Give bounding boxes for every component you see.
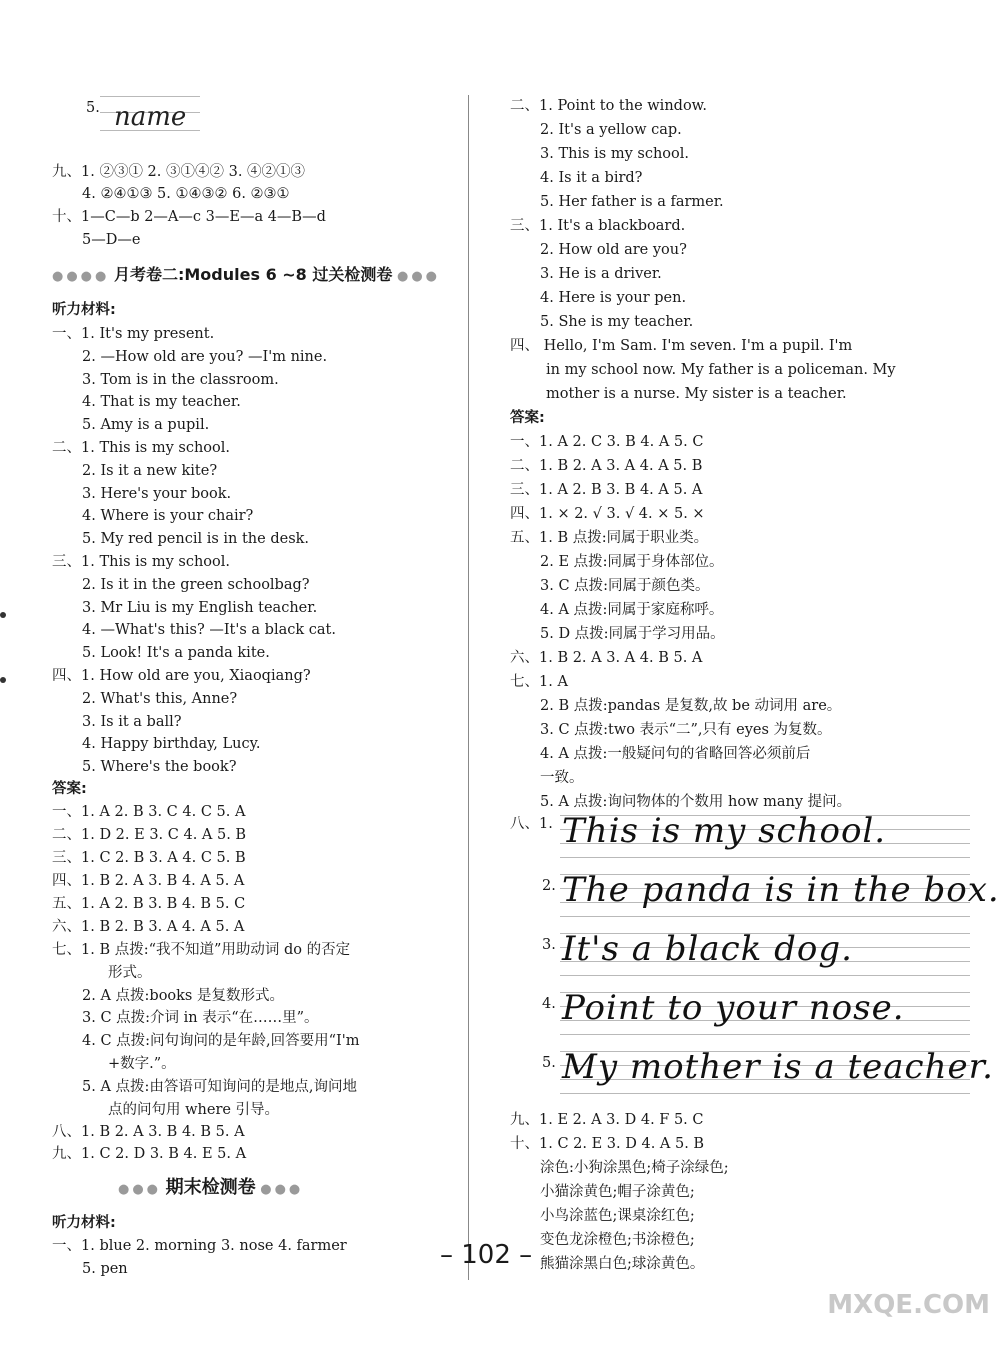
handwriting-guide bbox=[560, 975, 970, 976]
listening-line: 2. What's this, Anne? bbox=[82, 690, 238, 707]
listening-line: 三、1. It's a blackboard. bbox=[510, 218, 686, 234]
handwriting-guide bbox=[560, 857, 970, 858]
listening-line: 3. Here's your book. bbox=[82, 485, 232, 502]
listening-line: 5. Look! It's a panda kite. bbox=[82, 645, 270, 662]
right-column bbox=[470, 0, 1000, 1300]
listening-line: 5. She is my teacher. bbox=[540, 314, 694, 330]
section-title: 月考卷二:Modules 6 ~8 过关检测卷 bbox=[113, 265, 393, 284]
listening-line: 5. My red pencil is in the desk. bbox=[82, 531, 310, 548]
answer-line: 二、1. B 2. A 3. A 4. A 5. B bbox=[510, 458, 703, 474]
listening-line: 二、1. Point to the window. bbox=[510, 98, 707, 114]
paragraph-line: mother is a nurse. My sister is a teacher. bbox=[546, 386, 847, 402]
decorative-dots: ●●● bbox=[118, 1182, 162, 1197]
ten-line-2: 5—D—e bbox=[82, 232, 141, 248]
nine-line: 九、1. ②③① 2. ③①④② 3. ④②①③ bbox=[52, 164, 306, 180]
handwritten-sentence: Point to your nose. bbox=[562, 988, 905, 1028]
answer-line: 2. E 点拨:同属于身体部位。 bbox=[540, 554, 724, 570]
listening-line: 5. Amy is a pupil. bbox=[82, 417, 210, 434]
answer-line: 一致。 bbox=[540, 770, 584, 786]
explanation-line: 2. A 点拨:books 是复数形式。 bbox=[82, 987, 284, 1004]
handwriting-guide bbox=[100, 96, 200, 97]
left-column bbox=[0, 0, 460, 1300]
handwriting-number: 2. bbox=[542, 878, 556, 894]
ten-answers: 十、1. C 2. E 3. D 4. A 5. B bbox=[510, 1136, 705, 1152]
listening-line: 四、1. How old are you, Xiaoqiang? bbox=[52, 668, 311, 684]
handwritten-sentence: This is my school. bbox=[562, 811, 887, 851]
listening-line: 4. Here is your pen. bbox=[540, 290, 687, 306]
handwriting-number: 3. bbox=[542, 937, 556, 953]
explanation-line: 点的问句用 where 引导。 bbox=[108, 1101, 280, 1118]
handwritten-word: name bbox=[114, 102, 187, 132]
nine-line-2: 4. ②④①③ 5. ①④③② 6. ②③① bbox=[82, 186, 290, 202]
eight-label: 八、1. bbox=[510, 816, 553, 832]
ten-line: 十、1—C—b 2—A—c 3—E—a 4—B—d bbox=[52, 209, 326, 225]
answer-line: 4. A 点拨:同属于家庭称呼。 bbox=[540, 602, 724, 618]
listening-label: 听力材料: bbox=[52, 302, 116, 318]
answer-line: 3. C 点拨:two 表示“二”,只有 eyes 为复数。 bbox=[540, 722, 832, 738]
listening-line: 2. —How old are you? —I'm nine. bbox=[82, 348, 328, 365]
final-line: 一、1. blue 2. morning 3. nose 4. farmer bbox=[52, 1238, 347, 1254]
listening-line: 2. How old are you? bbox=[540, 242, 687, 258]
answer-line: 二、1. D 2. E 3. C 4. A 5. B bbox=[52, 827, 247, 843]
column-divider bbox=[468, 95, 469, 1280]
listening-line: 5. Where's the book? bbox=[82, 759, 237, 776]
answer-line: 一、1. A 2. B 3. C 4. C 5. A bbox=[52, 804, 246, 820]
handwriting-guide bbox=[560, 1034, 970, 1035]
handwritten-sentence: The panda is in the box. bbox=[562, 870, 1000, 910]
margin-mark bbox=[0, 677, 6, 683]
explanation-line: 3. C 点拨:介词 in 表示“在……里”。 bbox=[82, 1010, 319, 1027]
nine-answers: 九、1. E 2. A 3. D 4. F 5. C bbox=[510, 1112, 704, 1128]
answer-line: 2. B 点拨:pandas 是复数,故 be 动词用 are。 bbox=[540, 698, 842, 714]
q5-label: 5. bbox=[86, 100, 100, 116]
answer-line: 四、1. × 2. √ 3. √ 4. × 5. × bbox=[510, 506, 705, 522]
handwritten-sentence: It's a black dog. bbox=[562, 929, 853, 969]
section-header-2 bbox=[118, 1178, 303, 1200]
answer-line: 3. C 点拨:同属于颜色类。 bbox=[540, 578, 710, 594]
answers-label: 答案: bbox=[510, 410, 545, 426]
listening-label: 听力材料: bbox=[52, 1215, 116, 1231]
listening-line: 3. Tom is in the classroom. bbox=[82, 371, 279, 388]
handwriting-number: 4. bbox=[542, 996, 556, 1012]
listening-line: 4. Happy birthday, Lucy. bbox=[82, 736, 261, 753]
coloring-line: 小鸟涂蓝色;课桌涂红色; bbox=[540, 1208, 695, 1224]
answer-line: 六、1. B 2. A 3. A 4. B 5. A bbox=[510, 650, 703, 666]
decorative-dots: ●●● bbox=[397, 269, 441, 284]
answer-line: 5. A 点拨:询问物体的个数用 how many 提问。 bbox=[540, 794, 852, 810]
answer-line: 四、1. B 2. A 3. B 4. A 5. A bbox=[52, 873, 245, 889]
explanation-line: 5. A 点拨:由答语可知询问的是地点,询问地 bbox=[82, 1078, 358, 1095]
answer-line: 五、1. B 点拨:同属于职业类。 bbox=[510, 530, 709, 546]
watermark-logo: MXQE.COM bbox=[827, 1290, 990, 1320]
section-title: 期末检测卷 bbox=[165, 1177, 256, 1198]
listening-line: 一、1. It's my present. bbox=[52, 326, 215, 342]
answers-label: 答案: bbox=[52, 781, 87, 797]
answer-line: 三、1. A 2. B 3. B 4. A 5. A bbox=[510, 482, 703, 498]
listening-line: 4. Where is your chair? bbox=[82, 508, 254, 525]
handwriting-guide bbox=[560, 1093, 970, 1094]
answer-line: 三、1. C 2. B 3. A 4. C 5. B bbox=[52, 850, 246, 866]
listening-line: 3. Mr Liu is my English teacher. bbox=[82, 599, 318, 616]
paragraph-line: in my school now. My father is a policeman. My bbox=[546, 362, 896, 378]
section-header-1 bbox=[52, 265, 440, 287]
listening-line: 4. —What's this? —It's a black cat. bbox=[82, 622, 336, 639]
listening-line: 4. Is it a bird? bbox=[540, 170, 643, 186]
answer-line: 5. D 点拨:同属于学习用品。 bbox=[540, 626, 725, 642]
listening-line: 2. Is it in the green schoolbag? bbox=[82, 576, 310, 593]
answer-line: 一、1. A 2. C 3. B 4. A 5. C bbox=[510, 434, 704, 450]
listening-line: 3. This is my school. bbox=[540, 146, 689, 162]
answer-line: 4. A 点拨:一般疑问句的省略回答必须前后 bbox=[540, 746, 811, 762]
margin-mark bbox=[0, 612, 6, 618]
answer-line: 七、1. A bbox=[510, 674, 568, 690]
page-number: – 102 – bbox=[440, 1240, 533, 1270]
paragraph-line: 四、 Hello, I'm Sam. I'm seven. I'm a pupil. I'm bbox=[510, 338, 853, 354]
coloring-line: 涂色:小狗涂黑色;椅子涂绿色; bbox=[540, 1160, 729, 1176]
handwriting-guide bbox=[560, 916, 970, 917]
coloring-line: 小猫涂黄色;帽子涂黄色; bbox=[540, 1184, 695, 1200]
listening-line: 三、1. This is my school. bbox=[52, 554, 230, 570]
listening-line: 2. Is it a new kite? bbox=[82, 462, 218, 479]
listening-line: 4. That is my teacher. bbox=[82, 394, 241, 411]
explanation-line: 七、1. B 点拨:“我不知道”用助动词 do 的否定 bbox=[52, 942, 351, 958]
listening-line: 3. He is a driver. bbox=[540, 266, 662, 282]
handwritten-sentence: My mother is a teacher. bbox=[562, 1047, 994, 1087]
explanation-line: 形式。 bbox=[108, 964, 152, 981]
nine-answers: 九、1. C 2. D 3. B 4. E 5. A bbox=[52, 1146, 247, 1162]
listening-line: 二、1. This is my school. bbox=[52, 440, 230, 456]
listening-line: 2. It's a yellow cap. bbox=[540, 122, 682, 138]
coloring-line: 变色龙涂橙色;书涂橙色; bbox=[540, 1232, 695, 1248]
explanation-line: 4. C 点拨:问句询问的是年龄,回答要用“I'm bbox=[82, 1033, 360, 1050]
handwriting-number: 5. bbox=[542, 1055, 556, 1071]
eight-answers: 八、1. B 2. A 3. B 4. B 5. A bbox=[52, 1124, 245, 1140]
decorative-dots: ●●● bbox=[260, 1182, 304, 1197]
listening-line: 3. Is it a ball? bbox=[82, 713, 182, 730]
coloring-line: 熊猫涂黑白色;球涂黄色。 bbox=[540, 1256, 705, 1272]
final-line-2: 5. pen bbox=[82, 1261, 128, 1277]
explanation-line: +数字.”。 bbox=[108, 1056, 176, 1072]
answer-line: 六、1. B 2. B 3. A 4. A 5. A bbox=[52, 919, 245, 935]
decorative-dots: ●●●● bbox=[52, 269, 110, 284]
answer-line: 五、1. A 2. B 3. B 4. B 5. C bbox=[52, 896, 246, 912]
listening-line: 5. Her father is a farmer. bbox=[540, 194, 724, 210]
